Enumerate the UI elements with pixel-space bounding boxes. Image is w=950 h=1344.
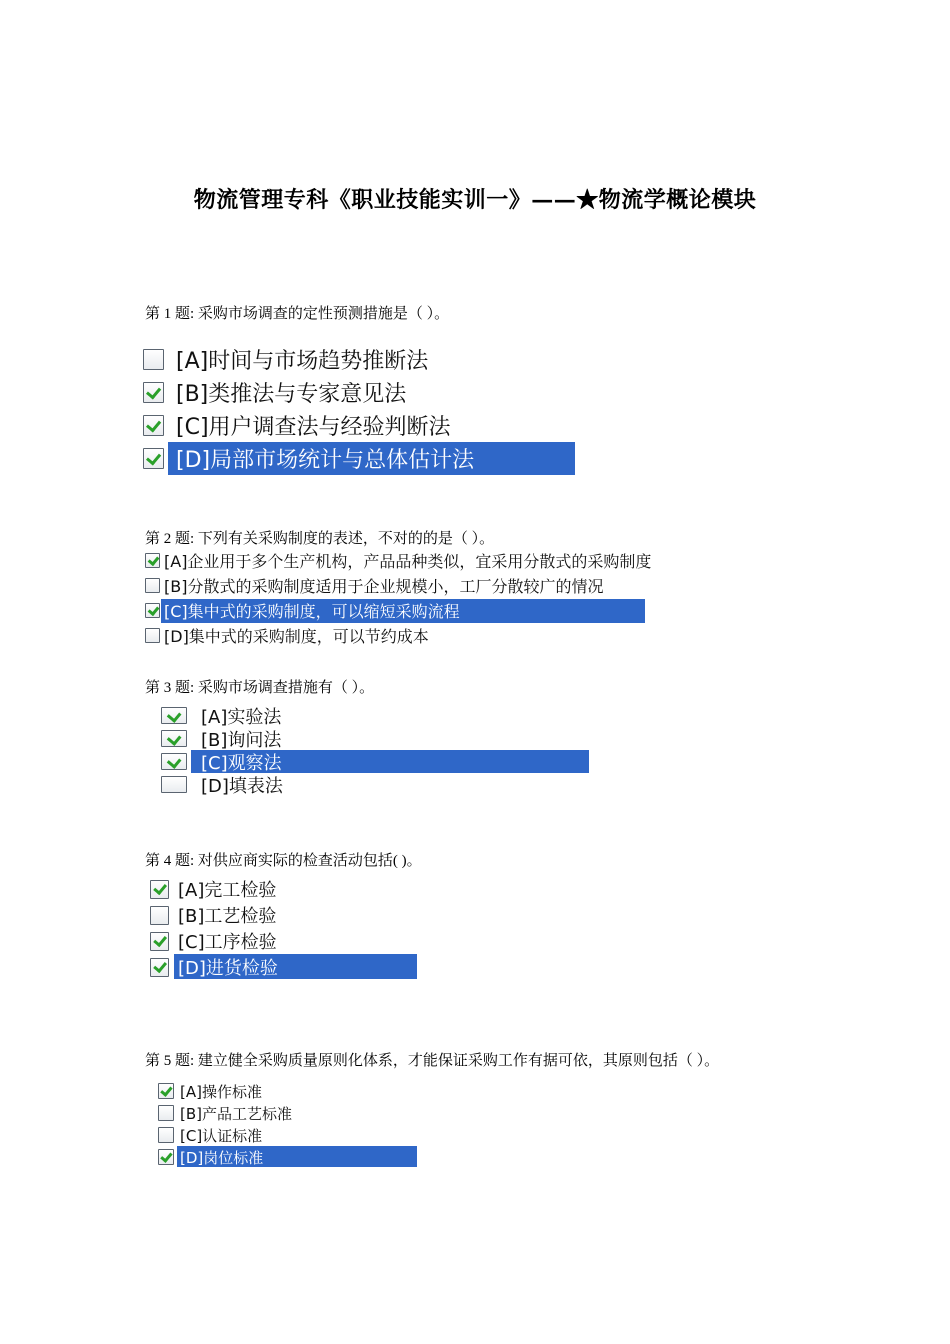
option-label: [D]集中式的采购制度，可以节约成本 [164,627,429,646]
checked-checkbox[interactable] [161,707,187,724]
option-c[interactable] [158,1124,292,1146]
checkbox[interactable] [145,578,160,593]
option-c[interactable] [145,598,651,623]
option-c[interactable] [143,409,474,442]
option-label: [A]操作标准 [180,1082,262,1101]
option-label: [C]用户调查法与经验判断法 [176,415,451,440]
option-label: [C]集中式的采购制度，可以缩短采购流程 [164,602,460,621]
checkbox[interactable] [143,349,164,370]
question-3-text: 第 3 题: 采购市场调查措施有（ ）。 [145,680,375,696]
option-label: [A]企业用于多个生产机构，产品品种类似，宜采用分散式的采购制度 [164,552,652,571]
checked-checkbox[interactable] [158,1083,174,1099]
option-b[interactable] [158,1102,292,1124]
checked-checkbox[interactable] [158,1149,174,1165]
checked-checkbox[interactable] [145,603,160,618]
option-label: [C]工序检验 [178,932,277,953]
option-a[interactable] [161,704,283,727]
question-3-options [161,704,283,796]
checkbox[interactable] [158,1127,174,1143]
option-c[interactable] [150,928,278,954]
option-label: [B]产品工艺标准 [180,1104,292,1123]
question-5-text: 第 5 题: 建立健全采购质量原则化体系，才能保证采购工作有据可依，其原则包括（ ）。 [145,1053,720,1069]
option-label: [D]填表法 [201,775,283,797]
option-d[interactable] [145,623,651,648]
option-label: [A]完工检验 [178,880,277,901]
checkbox[interactable] [145,628,160,643]
checked-checkbox[interactable] [150,932,169,951]
option-a[interactable] [150,876,278,902]
checkbox[interactable] [150,906,169,925]
checked-checkbox[interactable] [143,448,164,469]
option-label: [D]岗位标准 [180,1148,264,1167]
option-a[interactable] [143,343,474,376]
option-label: [A]实验法 [201,706,282,728]
option-c[interactable] [161,750,283,773]
checked-checkbox[interactable] [143,415,164,436]
option-label: [C]认证标准 [180,1126,263,1145]
option-label: [A]时间与市场趋势推断法 [176,349,429,374]
checked-checkbox[interactable] [145,553,160,568]
question-2-text: 第 2 题: 下列有关采购制度的表述，不对的的是（ ）。 [145,531,495,547]
option-a[interactable] [145,548,651,573]
option-d[interactable] [150,954,278,980]
checkbox[interactable] [158,1105,174,1121]
question-5-options [158,1080,292,1168]
checked-checkbox[interactable] [161,730,187,747]
option-b[interactable] [150,902,278,928]
document-title: 物流管理专科《职业技能实训一》——★物流学概论模块 [193,187,757,213]
checked-checkbox[interactable] [143,382,164,403]
option-label: [D]局部市场统计与总体估计法 [176,448,475,473]
question-1-options [143,343,474,475]
checkbox[interactable] [161,776,187,793]
question-4-options [150,876,278,980]
option-b[interactable] [143,376,474,409]
option-label: [C]观察法 [201,752,282,774]
option-a[interactable] [158,1080,292,1102]
question-2-options [145,548,651,648]
option-b[interactable] [145,573,651,598]
option-b[interactable] [161,727,283,750]
option-label: [D]进货检验 [178,958,278,979]
option-d[interactable] [158,1146,292,1168]
option-d[interactable] [161,773,283,796]
option-label: [B]类推法与专家意见法 [176,382,407,407]
checked-checkbox[interactable] [150,880,169,899]
option-label: [B]询问法 [201,729,282,751]
option-label: [B]工艺检验 [178,906,277,927]
question-1-text: 第 1 题: 采购市场调查的定性预测措施是（ ）。 [145,306,450,322]
question-4-text: 第 4 题: 对供应商实际的检查活动包括( )。 [145,853,422,869]
option-d[interactable] [143,442,474,475]
checked-checkbox[interactable] [161,753,187,770]
option-label: [B]分散式的采购制度适用于企业规模小，工厂分散较广的情况 [164,577,604,596]
checked-checkbox[interactable] [150,958,169,977]
